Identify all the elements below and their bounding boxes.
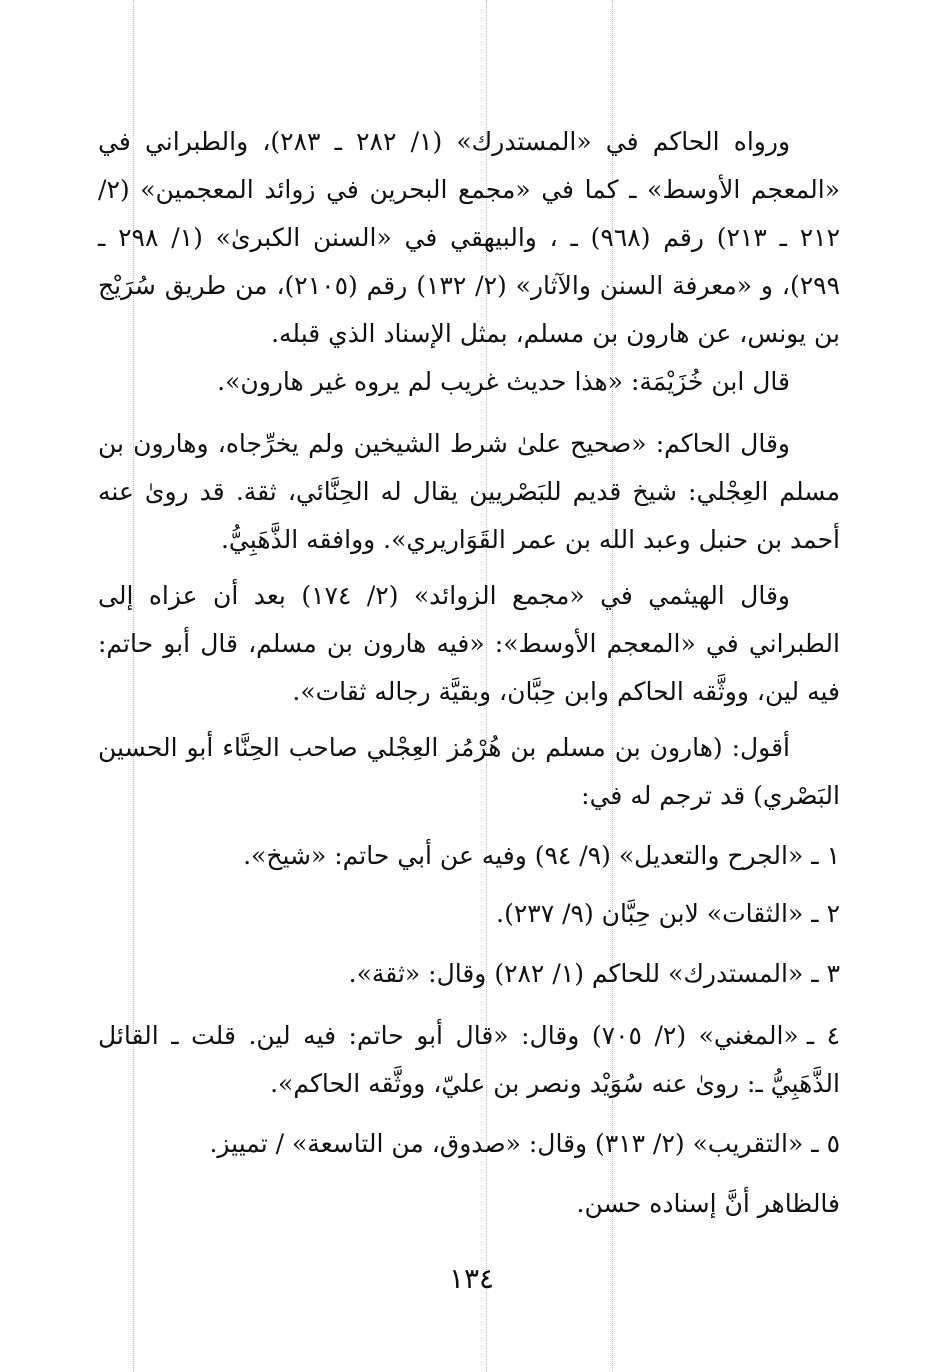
list-item-number: ٢ ـ xyxy=(811,899,840,928)
list-item-text: «التقريب» (٢/ ٣١٣) وقال: «صدوق، من التاسعة» / تمييز. xyxy=(209,1129,804,1158)
list-item xyxy=(98,950,840,998)
list-item xyxy=(98,1120,840,1168)
list-item-number: ٤ ـ xyxy=(806,1021,840,1050)
paragraph-ibn-khuzayma: قال ابن خُزَيْمَة: «هذا حديث غريب لم يروه غير هارون». xyxy=(217,367,790,396)
list-item xyxy=(98,832,840,880)
paragraph-haythami: وقال الهيثمي في «مجمع الزوائد» (٢/ ١٧٤) بعد أن عزاه إلى الطبراني في «المعجم الأوسط»: «فيه هارون بن مسلم، قال أبو حاتم: فيه لين، ووثَّقه الحاكم وابن حِبَّان، وبقيَّة رجاله ثقات». xyxy=(98,581,840,706)
list-item-number: ٣ ـ xyxy=(811,959,840,988)
conclusion-line: فالظاهر أنَّ إسناده حسن. xyxy=(576,1189,840,1218)
list-item-number: ٥ ـ xyxy=(811,1129,840,1158)
list-item xyxy=(98,890,840,938)
page-number: ١٣٤ xyxy=(448,1262,495,1295)
list-item-text: «المغني» (٢/ ٧٠٥) وقال: «قال أبو حاتم: فيه لين. قلت ـ القائل الذَّهَبِيُّ ـ: روىٰ عنه سُوَيْد ونصر بن عليّ، ووثَّقه الحاكم». xyxy=(98,1021,840,1098)
paragraph-author-note: أقول: (هارون بن مسلم بن هُرْمُز العِجْلي صاحب الحِنَّاء أبو الحسين البَصْري) قد ترجم له في: xyxy=(98,733,840,810)
list-item-text: «المستدرك» للحاكم (١/ ٢٨٢) وقال: «ثقة». xyxy=(348,959,804,988)
paragraph-hakim-narration: ورواه الحاكم في «المستدرك» (١/ ٢٨٢ ـ ٢٨٣)، والطبراني في «المعجم الأوسط» ـ كما في «مجمع البحرين في زوائد المعجمين» (٢/ ٢١٢ ـ ٢١٣) رقم (٩٦٨) ـ ، والبيهقي في «السنن الكبرىٰ» (١/ ٢٩٨ ـ ٢٩٩)، و «معرفة السنن والآثار» (٢/ ١٣٢) رقم (٢١٠٥)، من طريق سُرَيْج بن يونس، عن هارون بن مسلم، بمثل الإسناد الذي قبله. xyxy=(98,127,841,348)
list-item xyxy=(98,1012,840,1108)
list-item-text: «الثقات» لابن حِبَّان (٩/ ٢٣٧). xyxy=(496,899,804,928)
list-item-number: ١ ـ xyxy=(811,841,840,870)
paragraph-hakim-statement: وقال الحاكم: «صحيح علىٰ شرط الشيخين ولم يخرِّجاه، وهارون بن مسلم العِجْلي: شيخ قديم للبَصْريين يقال له الحِنَّائي، ثقة. قد روىٰ عنه أحمد بن حنبل وعبد الله بن عمر القَوَاريري». ووافقه الذَّهَبِيُّ. xyxy=(98,429,840,554)
list-item-text: «الجرح والتعديل» (٩/ ٩٤) وفيه عن أبي حاتم: «شيخ». xyxy=(243,841,804,870)
